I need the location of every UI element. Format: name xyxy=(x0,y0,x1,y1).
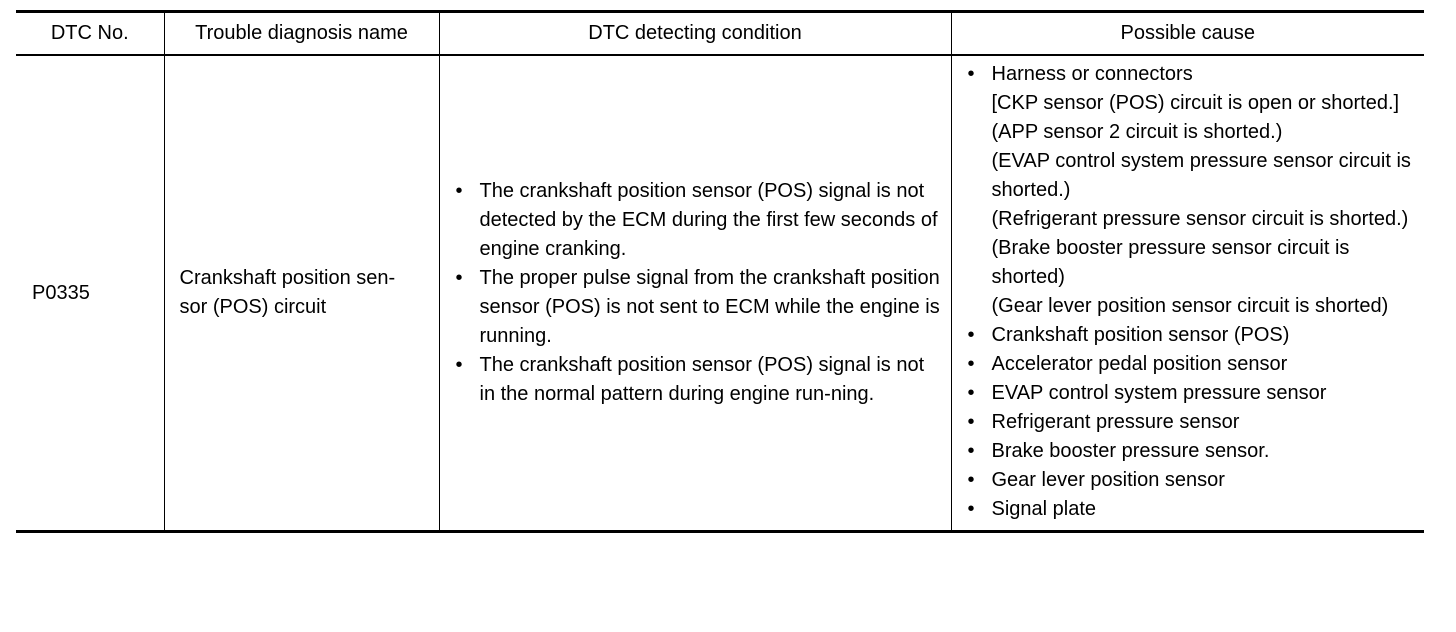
cause-harness-detail: (EVAP control system pressure sensor circuit is shorted.) xyxy=(991,150,1411,201)
cause-harness-detail: (Gear lever position sensor circuit is shorted) xyxy=(991,295,1389,317)
dtc-table xyxy=(16,10,1424,533)
condition-item: • The proper pulse signal from the crankshaft position sensor (POS) is not sent to ECM while the engine is running. xyxy=(454,264,943,351)
header-dtc-no: DTC No. xyxy=(16,12,164,56)
cause-item-harness xyxy=(966,60,1417,321)
cause-item: • Signal plate xyxy=(966,495,1417,524)
cause-item: • EVAP control system pressure sensor xyxy=(966,379,1417,408)
detecting-condition-cell xyxy=(439,55,951,532)
dtc-code: P0335 xyxy=(32,281,90,304)
trouble-diagnosis-name-line-2: sor (POS) circuit xyxy=(179,296,327,318)
dtc-code-cell xyxy=(16,55,164,532)
table-row xyxy=(16,55,1424,532)
cause-harness-detail: (Refrigerant pressure sensor circuit is shorted.) xyxy=(991,208,1409,230)
condition-item: • The crankshaft position sensor (POS) signal is not in the normal pattern during engine run-ning. xyxy=(454,351,943,409)
cause-harness-detail: (APP sensor 2 circuit is shorted.) xyxy=(991,121,1283,143)
cause-harness-detail: [CKP sensor (POS) circuit is open or shorted.] xyxy=(991,92,1400,114)
cause-item: • Brake booster pressure sensor. xyxy=(966,437,1417,466)
trouble-diagnosis-name-line-1: Crankshaft position sen- xyxy=(179,267,396,289)
cause-item: • Crankshaft position sensor (POS) xyxy=(966,321,1417,350)
cause-harness-label: • Harness or connectors xyxy=(991,63,1193,85)
cause-item: • Accelerator pedal position sensor xyxy=(966,350,1417,379)
cause-item: • Refrigerant pressure sensor xyxy=(966,408,1417,437)
header-possible-cause: Possible cause xyxy=(951,12,1424,56)
cause-harness-detail: (Brake booster pressure sensor circuit is shorted) xyxy=(991,237,1350,288)
header-dtc-detecting-condition: DTC detecting condition xyxy=(439,12,951,56)
condition-item: • The crankshaft position sensor (POS) signal is not detected by the ECM during the first few seconds of engine cranking. xyxy=(454,177,943,264)
possible-cause-list xyxy=(966,60,1417,524)
table-header-row xyxy=(16,12,1424,56)
trouble-diagnosis-name-cell xyxy=(164,55,439,532)
cause-item: • Gear lever position sensor xyxy=(966,466,1417,495)
header-trouble-diagnosis-name: Trouble diagnosis name xyxy=(164,12,439,56)
possible-cause-cell xyxy=(951,55,1424,532)
detecting-condition-list xyxy=(454,177,943,409)
